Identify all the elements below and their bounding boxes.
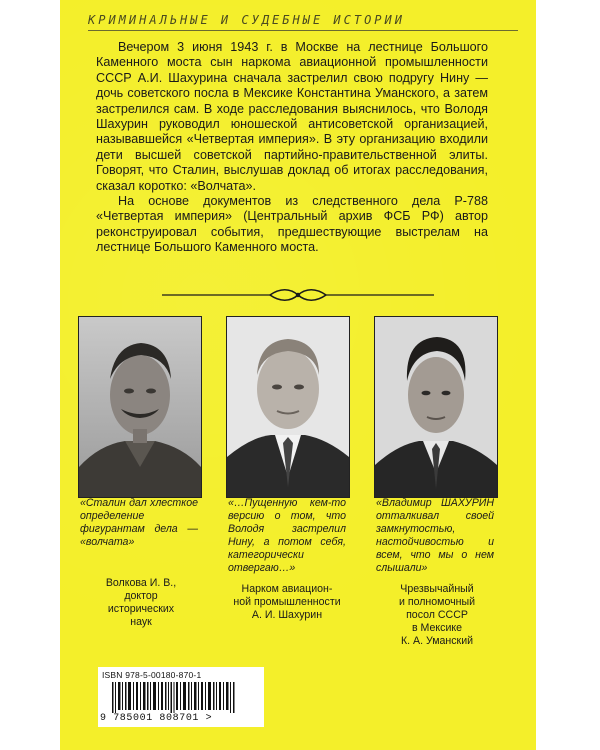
annotation-text (96, 40, 488, 256)
isbn-label: ISBN 978-5-00180-870-1 (102, 670, 202, 680)
caption-shakhurin (222, 583, 352, 622)
portrait-shakhurin (226, 316, 350, 498)
barcode-block (98, 667, 264, 727)
caption-umansky (372, 583, 502, 648)
barcode-icon (112, 682, 252, 713)
ornamental-divider (160, 288, 436, 302)
caption-line: посол СССР (406, 609, 468, 621)
caption-line: исторических (107, 603, 175, 615)
quote-stalin: «Сталин дал хлесткое определение фигурантам дела — «волчата» (80, 497, 198, 548)
caption-line: К. А. Уманский (400, 635, 474, 647)
caption-line: и полномочный (398, 596, 476, 608)
caption-line: Чрезвычайный (400, 583, 474, 595)
caption-line: наук (130, 616, 152, 628)
quote-umansky: «Владимир ШАХУРИН отталкивал своей замкнутостью, настойчивостью и всем, что мы о нем слышали» (376, 497, 494, 574)
quote-shakhurin: «…Пущенную кем-то версию о том, что Володя застрелил Нину, а потом себя, категорически отвергаю…» (228, 497, 346, 574)
series-title: КРИМИНАЛЬНЫЕ И СУДЕБНЫЕ ИСТОРИИ (88, 13, 405, 27)
caption-line: А. И. Шахурин (251, 609, 323, 621)
annotation-paragraph-1: Вечером 3 июня 1943 г. в Москве на лестнице Большого Каменного моста сын наркома авиационной промышленности СССР А.И. Шахурина сначала застрелил свою подругу Нину — дочь советского посла в Мексике Константина Уманского, а затем застрелился сам. В ходе расследования выяснилось, что Володя Шахурин руководил юношеской антисоветской организацией, называвшейся «Четвертая империя». В эту организацию входили дети высшей советской партийно-правительственной элиты. Говорят, что Сталин, выслушав доклад об итогах расследования, сказал коротко: «Волчата». (96, 40, 488, 193)
caption-line: в Мексике (411, 622, 463, 634)
series-underline (88, 30, 518, 31)
caption-line: Нарком авиацион- (241, 583, 333, 595)
caption-stalin (76, 577, 206, 629)
portrait-umansky (374, 316, 498, 498)
caption-line: ной промышленности (233, 596, 341, 608)
book-back-cover (60, 0, 536, 750)
caption-line: доктор (124, 590, 158, 602)
portrait-stalin (78, 316, 202, 498)
barcode-digits: 9 785001 808701 > (100, 713, 213, 724)
caption-line: Волкова И. В., (105, 577, 177, 589)
annotation-paragraph-2: На основе документов из следственного дела Р-788 «Четвертая империя» (Центральный архив ФСБ РФ) автор реконструировал события, предшествующие выстрелам на лестнице Большого Каменного моста. (96, 194, 488, 255)
